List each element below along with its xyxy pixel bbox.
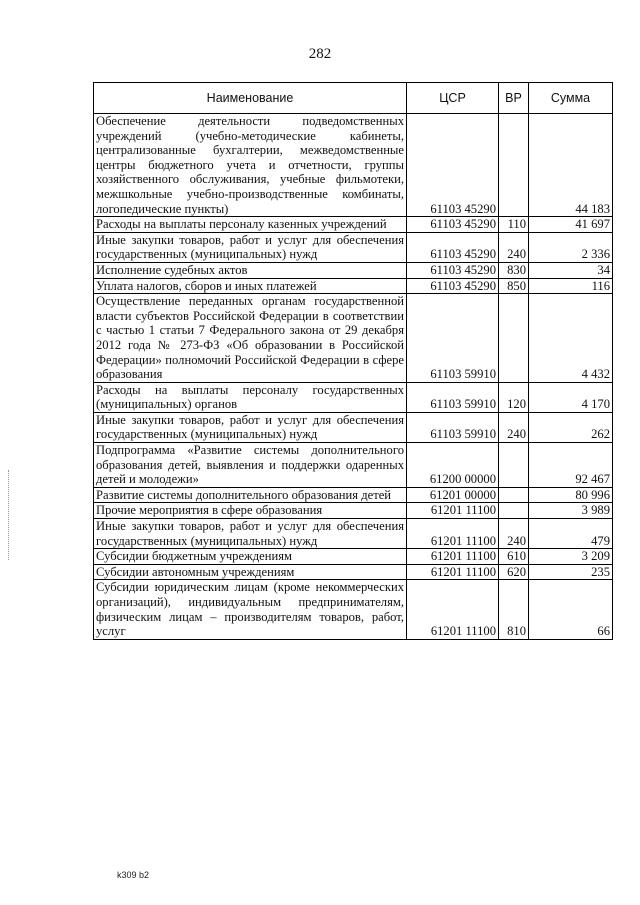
row-vr: 240 xyxy=(499,412,529,442)
row-vr: 830 xyxy=(499,262,529,278)
row-sum: 2 336 xyxy=(529,232,613,262)
table-row xyxy=(94,217,613,233)
row-name: Уплата налогов, сборов и иных платежей xyxy=(94,278,407,294)
row-vr: 110 xyxy=(499,217,529,233)
row-sum: 4 170 xyxy=(529,382,613,412)
row-sum: 34 xyxy=(529,262,613,278)
row-csr: 61201 11100 xyxy=(407,549,499,565)
row-vr xyxy=(499,487,529,503)
row-csr: 61103 59910 xyxy=(407,382,499,412)
row-name: Субсидии автономным учреждениям xyxy=(94,564,407,580)
table-row xyxy=(94,564,613,580)
row-sum: 235 xyxy=(529,564,613,580)
table-row xyxy=(94,443,613,488)
row-csr: 61201 11100 xyxy=(407,519,499,549)
row-vr: 620 xyxy=(499,564,529,580)
row-name: Осуществление переданных органам государственной власти субъектов Российской Федерации в соответствии с частью 1 статьи 7 Федерального закона от 29 декабря 2012 года № 273-ФЗ «Об образовании в Российской Федерации» полномочий Российской Федерации в сфере образования xyxy=(94,294,407,383)
table-row xyxy=(94,487,613,503)
row-sum: 4 432 xyxy=(529,294,613,383)
row-sum: 66 xyxy=(529,580,613,639)
row-name: Развитие системы дополнительного образования детей xyxy=(94,487,407,503)
row-csr: 61103 45290 xyxy=(407,262,499,278)
row-sum: 80 996 xyxy=(529,487,613,503)
page-number: 282 xyxy=(308,46,332,62)
row-csr: 61103 45290 xyxy=(407,278,499,294)
table-row xyxy=(94,412,613,442)
row-vr: 240 xyxy=(499,519,529,549)
row-csr: 61201 00000 xyxy=(407,487,499,503)
row-vr xyxy=(499,294,529,383)
row-sum: 262 xyxy=(529,412,613,442)
margin-mark xyxy=(8,470,11,560)
row-name: Иные закупки товаров, работ и услуг для обеспечения государственных (муниципальных) нужд xyxy=(94,519,407,549)
row-csr: 61103 59910 xyxy=(407,412,499,442)
row-csr: 61103 45290 xyxy=(407,232,499,262)
row-name: Субсидии бюджетным учреждениям xyxy=(94,549,407,565)
row-csr: 61201 11100 xyxy=(407,564,499,580)
footer-code: k309 b2 xyxy=(117,870,150,880)
row-sum: 92 467 xyxy=(529,443,613,488)
table-row xyxy=(94,262,613,278)
row-csr: 61103 45290 xyxy=(407,114,499,217)
header-sum: Сумма xyxy=(529,83,613,114)
header-csr: ЦСР xyxy=(407,83,499,114)
header-vr: ВР xyxy=(499,83,529,114)
row-vr xyxy=(499,443,529,488)
row-name: Подпрограмма «Развитие системы дополнительного образования детей, выявления и поддержки одаренных детей и молодежи» xyxy=(94,443,407,488)
row-vr: 610 xyxy=(499,549,529,565)
header-name: Наименование xyxy=(94,83,407,114)
row-vr xyxy=(499,503,529,519)
row-name: Субсидии юридическим лицам (кроме некоммерческих организаций), индивидуальным предпринимателям, физическим лицам – производителям товаров, работ, услуг xyxy=(94,580,407,639)
table-header-row xyxy=(94,83,613,114)
table-row xyxy=(94,580,613,639)
row-sum: 479 xyxy=(529,519,613,549)
table-row xyxy=(94,549,613,565)
table-row xyxy=(94,503,613,519)
row-name: Расходы на выплаты персоналу государственных (муниципальных) органов xyxy=(94,382,407,412)
row-vr: 850 xyxy=(499,278,529,294)
budget-table xyxy=(93,82,613,640)
table-row xyxy=(94,114,613,217)
row-sum: 41 697 xyxy=(529,217,613,233)
row-name: Иные закупки товаров, работ и услуг для обеспечения государственных (муниципальных) нужд xyxy=(94,412,407,442)
row-name: Иные закупки товаров, работ и услуг для обеспечения государственных (муниципальных) нужд xyxy=(94,232,407,262)
row-vr: 810 xyxy=(499,580,529,639)
table-body xyxy=(94,114,613,640)
row-sum: 3 989 xyxy=(529,503,613,519)
row-vr xyxy=(499,114,529,217)
row-name: Прочие мероприятия в сфере образования xyxy=(94,503,407,519)
row-vr: 120 xyxy=(499,382,529,412)
row-csr: 61200 00000 xyxy=(407,443,499,488)
row-csr: 61201 11100 xyxy=(407,580,499,639)
row-sum: 44 183 xyxy=(529,114,613,217)
row-sum: 116 xyxy=(529,278,613,294)
row-vr: 240 xyxy=(499,232,529,262)
row-csr: 61103 45290 xyxy=(407,217,499,233)
row-name: Обеспечение деятельности подведомственных учреждений (учебно-методические кабинеты, централизованные бухгалтерии, межведомственные центры бюджетного учета и отчетности, группы хозяйственного обслуживания, учебные фильмотеки, межшкольные учебно-производственные комбинаты, логопедические пункты) xyxy=(94,114,407,217)
row-name: Расходы на выплаты персоналу казенных учреждений xyxy=(94,217,407,233)
row-sum: 3 209 xyxy=(529,549,613,565)
row-csr: 61201 11100 xyxy=(407,503,499,519)
table-row xyxy=(94,232,613,262)
table-row xyxy=(94,519,613,549)
table-row xyxy=(94,294,613,383)
row-name: Исполнение судебных актов xyxy=(94,262,407,278)
table-row xyxy=(94,382,613,412)
table-row xyxy=(94,278,613,294)
row-csr: 61103 59910 xyxy=(407,294,499,383)
